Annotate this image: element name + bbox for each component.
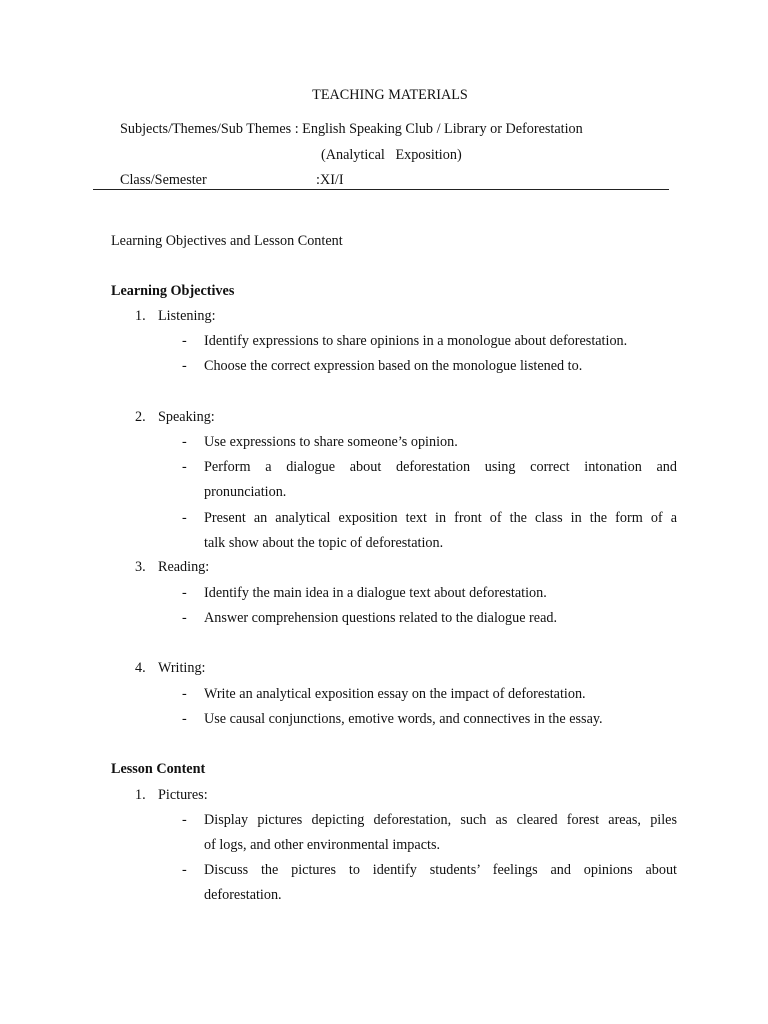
subjects-subline: (Analytical Exposition) bbox=[321, 147, 462, 163]
list-number: 3. bbox=[135, 559, 146, 575]
document-title: TEACHING MATERIALS bbox=[312, 87, 468, 103]
list-number: 2. bbox=[135, 409, 146, 425]
bullet-dash: - bbox=[182, 610, 187, 626]
subjects-line: Subjects/Themes/Sub Themes : English Speaking Club / Library or Deforestation bbox=[120, 121, 583, 137]
list-item: Use expressions to share someone’s opinion. bbox=[204, 434, 458, 450]
bullet-dash: - bbox=[182, 510, 187, 526]
section-label-writing: Writing: bbox=[158, 660, 206, 676]
class-value: :XI/I bbox=[316, 172, 344, 188]
list-item: Answer comprehension questions related to the dialogue read. bbox=[204, 610, 558, 626]
list-item: Perform a dialogue about deforestation using correct intonation and bbox=[204, 459, 677, 475]
list-item-continuation: deforestation. bbox=[204, 887, 282, 903]
class-label: Class/Semester bbox=[120, 172, 207, 188]
list-item-continuation: talk show about the topic of deforestation. bbox=[204, 535, 444, 551]
header-divider bbox=[93, 189, 669, 190]
bullet-dash: - bbox=[182, 812, 187, 828]
bullet-dash: - bbox=[182, 686, 187, 702]
list-item: Display pictures depicting deforestation, such as cleared forest areas, piles bbox=[204, 812, 677, 828]
section-label-pictures: Pictures: bbox=[158, 787, 208, 803]
list-item: Choose the correct expression based on the monologue listened to. bbox=[204, 358, 583, 374]
bullet-dash: - bbox=[182, 862, 187, 878]
list-item: Identify expressions to share opinions in a monologue about deforestation. bbox=[204, 333, 628, 349]
list-number: 1. bbox=[135, 308, 146, 324]
bullet-dash: - bbox=[182, 358, 187, 374]
list-item: Write an analytical exposition essay on the impact of deforestation. bbox=[204, 686, 586, 702]
bullet-dash: - bbox=[182, 459, 187, 475]
intro-text: Learning Objectives and Lesson Content bbox=[111, 233, 343, 249]
list-item-continuation: pronunciation. bbox=[204, 484, 287, 500]
learning-objectives-heading: Learning Objectives bbox=[111, 283, 235, 299]
lesson-content-heading: Lesson Content bbox=[111, 761, 206, 777]
list-number: 1. bbox=[135, 787, 146, 803]
bullet-dash: - bbox=[182, 585, 187, 601]
section-label-reading: Reading: bbox=[158, 559, 210, 575]
bullet-dash: - bbox=[182, 434, 187, 450]
bullet-dash: - bbox=[182, 711, 187, 727]
list-item-continuation: of logs, and other environmental impacts. bbox=[204, 837, 441, 853]
list-item: Discuss the pictures to identify students’ feelings and opinions about bbox=[204, 862, 677, 878]
bullet-dash: - bbox=[182, 333, 187, 349]
list-item: Identify the main idea in a dialogue text about deforestation. bbox=[204, 585, 547, 601]
list-item: Use causal conjunctions, emotive words, and connectives in the essay. bbox=[204, 711, 603, 727]
section-label-speaking: Speaking: bbox=[158, 409, 215, 425]
list-item: Present an analytical exposition text in front of the class in the form of a bbox=[204, 510, 677, 526]
list-number: 4. bbox=[135, 660, 146, 676]
section-label-listening: Listening: bbox=[158, 308, 216, 324]
